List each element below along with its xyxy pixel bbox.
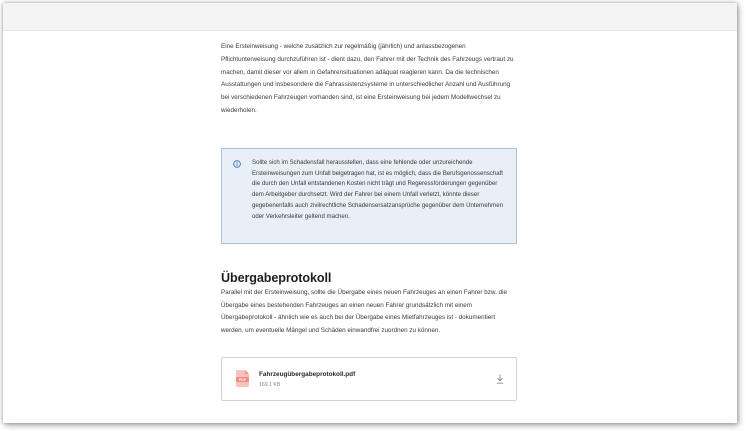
- top-bar: [3, 3, 737, 31]
- page-frame: [3, 3, 737, 423]
- intro-paragraph: Eine Ersteinweisung - welche zusätzlich zur regelmäßig (jährlich) und anlassbezogenen Pflichtunterweisung durchzuführen ist - dient dazu, den Fahrer mit der Technik des Fahrzeugs vertraut zu machen, damit dieser vor allem in Gefahrensituationen adäquat reagieren kann. Da die technischen Ausstattungen und insbesondere die Fahrassistenzsysteme in unterschiedlicher Anzahl und Ausführung bei verschiedenen Fahrzeugen vorhanden sind, ist eine Ersteinweisung bei jedem Modellwechsel zu wiederholen.: [221, 43, 514, 114]
- info-notice: [221, 148, 517, 244]
- download-icon[interactable]: [496, 374, 504, 384]
- section-heading: Übergabeprotokoll: [221, 270, 332, 285]
- article-content: [221, 41, 517, 401]
- file-download-card[interactable]: [221, 357, 517, 401]
- pdf-file-icon: [236, 370, 249, 387]
- info-icon: [233, 160, 241, 168]
- file-name[interactable]: Fahrzeugübergabeprotokoll.pdf: [259, 370, 356, 378]
- section-paragraph: Parallel mit der Ersteinweisung, sollte die Übergabe eines neuen Fahrzeuges an einen Fahrer bzw. die Übergabe eines bestehenden Fahrzeuges an einen neuen Fahrer grundsätzlich mit einem Übergabeprotokoll - ähnlich wie es auch bei der Übergabe eines Mietfahrzeuges ist - dokumentiert werden, um eventuelle Mängel und Schäden einwandfrei zuordnen zu können.: [221, 288, 507, 335]
- pdf-icon-label: PDF: [238, 377, 247, 382]
- file-size: 169.1 KB: [259, 381, 281, 388]
- notice-text: Sollte sich im Schadensfall herausstellen, dass eine fehlende oder unzureichende Ersteinweisungen zum Unfall beigetragen hat, ist es möglich, dass die Berufsgenossenschaft die durch den Unfall entstandenen Kosten nicht trägt und Regeressforderungen gegenüber dem Arbeitgeber durchsetzt. Wird der Fahrer bei einem Unfall verletzt, könnte dieser gegebenenfalls auch zivilrechtliche Schadensersatzansprüche gegenüber dem Unternehmen oder Verkehrsleiter geltend machen.: [252, 158, 504, 220]
